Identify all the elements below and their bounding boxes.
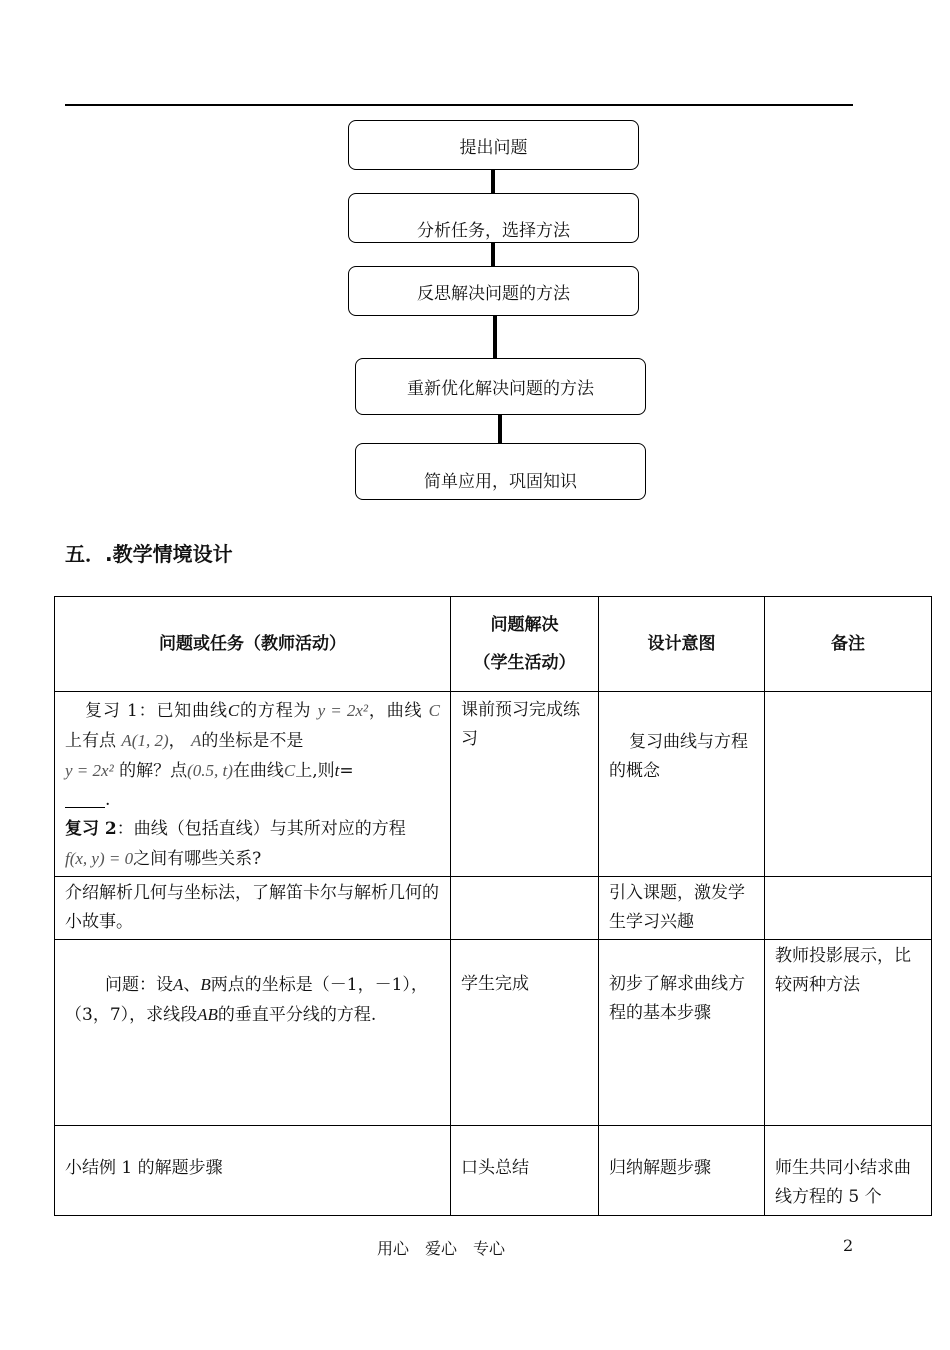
table-row <box>55 692 932 877</box>
curve-c: C <box>227 701 240 720</box>
curve-c: C <box>428 701 440 720</box>
review1-text: ， <box>168 731 186 751</box>
flow-step-5 <box>355 443 646 500</box>
row4-design-intent: 归纳解题步骤 <box>599 1126 765 1216</box>
curve-c: C <box>283 761 296 780</box>
row3-teacher-activity <box>55 940 451 1126</box>
review1-text: ，曲线 <box>368 701 423 721</box>
header-rule <box>65 104 853 106</box>
row1-design-intent-text: 复习曲线与方程的概念 <box>609 732 748 781</box>
table-header-row <box>55 597 932 692</box>
equation-y-2x2: y = 2x² <box>65 761 114 780</box>
header-remarks: 备注 <box>765 597 932 692</box>
review2-text: ：曲线（包括直线）与其所对应的方程 <box>116 819 406 839</box>
variable-t: t <box>334 761 340 780</box>
review1-text: 上,则 <box>295 761 335 781</box>
row2-remarks <box>765 877 932 940</box>
review1-text: 在曲线 <box>232 761 284 781</box>
footer-motto: 用心 爱心 专心 <box>377 1239 506 1258</box>
row3-text: 、 <box>183 975 201 995</box>
review1-text: 复习 1：已知曲线 <box>85 701 228 721</box>
review1-text: 的坐标是不是 <box>201 731 304 751</box>
point-a: A(1, 2) <box>121 731 169 750</box>
row1-teacher-activity <box>55 692 451 877</box>
flow-connector <box>493 316 497 358</box>
table-row <box>55 877 932 940</box>
flow-connector <box>498 415 502 443</box>
review2-label: 复习 2 <box>65 819 117 839</box>
table-row <box>55 1126 932 1216</box>
row3-student-activity: 学生完成 <box>451 940 599 1126</box>
review1-text: 的方程为 <box>239 701 312 721</box>
row3-text: 两点的坐标是（－1，－1），（3，7），求线段 <box>65 975 428 1025</box>
row3-remarks: 教师投影展示，比较两种方法 <box>765 940 932 1126</box>
flow-step-4 <box>355 358 646 415</box>
equation-y-2x2: y = 2x² <box>317 701 369 720</box>
header-design-intent: 设计意图 <box>599 597 765 692</box>
header-student-activity <box>451 597 599 692</box>
row3-text: 问题：设 <box>105 975 173 995</box>
point-05-t: (0.5, t) <box>187 761 233 780</box>
row1-design-intent <box>599 692 765 877</box>
point-a-label: A <box>173 975 184 994</box>
flow-connector <box>491 243 495 266</box>
review2-text: 之间有哪些关系? <box>133 849 262 869</box>
row2-design-intent: 引入课题，激发学生学习兴趣 <box>599 877 765 940</box>
equation-fxy-0: f(x, y) = 0 <box>65 849 134 868</box>
row1-student-activity: 课前预习完成练习 <box>451 692 599 877</box>
section-title: 五．.教学情境设计 <box>65 542 233 566</box>
flow-step-label: 分析任务，选择方法 <box>417 220 570 241</box>
row2-student-activity <box>451 877 599 940</box>
review1-text: 上有点 <box>65 731 116 751</box>
table-row <box>55 940 932 1126</box>
point-b-label: B <box>200 975 211 994</box>
flow-step-3 <box>348 266 639 316</box>
flow-step-label: 提出问题 <box>459 137 528 158</box>
flow-connector <box>491 170 495 193</box>
flow-step-1 <box>348 120 639 170</box>
row4-teacher-activity: 小结例 1 的解题步骤 <box>55 1126 451 1216</box>
row3-text: 的垂直平分线的方程. <box>217 1005 377 1025</box>
row4-student-activity: 口头总结 <box>451 1126 599 1216</box>
row4-remarks: 师生共同小结求曲线方程的 5 个 <box>765 1126 932 1216</box>
review1-text: = <box>339 761 354 781</box>
header-student-line2: （学生活动） <box>473 653 576 673</box>
segment-ab: AB <box>197 1005 218 1024</box>
row1-remarks <box>765 692 932 877</box>
header-teacher-activity: 问题或任务（教师活动） <box>55 597 451 692</box>
review1-text: 的解？点 <box>119 761 188 781</box>
flow-step-label: 简单应用，巩固知识 <box>424 472 577 492</box>
review1-text: . <box>105 790 111 810</box>
row2-teacher-activity: 介绍解析几何与坐标法，了解笛卡尔与解析几何的小故事。 <box>55 877 451 940</box>
flow-step-label: 重新优化解决问题的方法 <box>407 379 594 399</box>
fill-in-blank <box>65 789 105 808</box>
page-number: 2 <box>843 1236 854 1255</box>
flow-step-2 <box>348 193 639 243</box>
flow-step-label: 反思解决问题的方法 <box>417 283 570 304</box>
point-a-label: A <box>191 731 202 750</box>
row3-design-intent: 初步了解求曲线方程的基本步骤 <box>599 940 765 1126</box>
header-student-line1: 问题解决 <box>490 615 559 635</box>
teaching-design-table <box>54 596 932 1216</box>
